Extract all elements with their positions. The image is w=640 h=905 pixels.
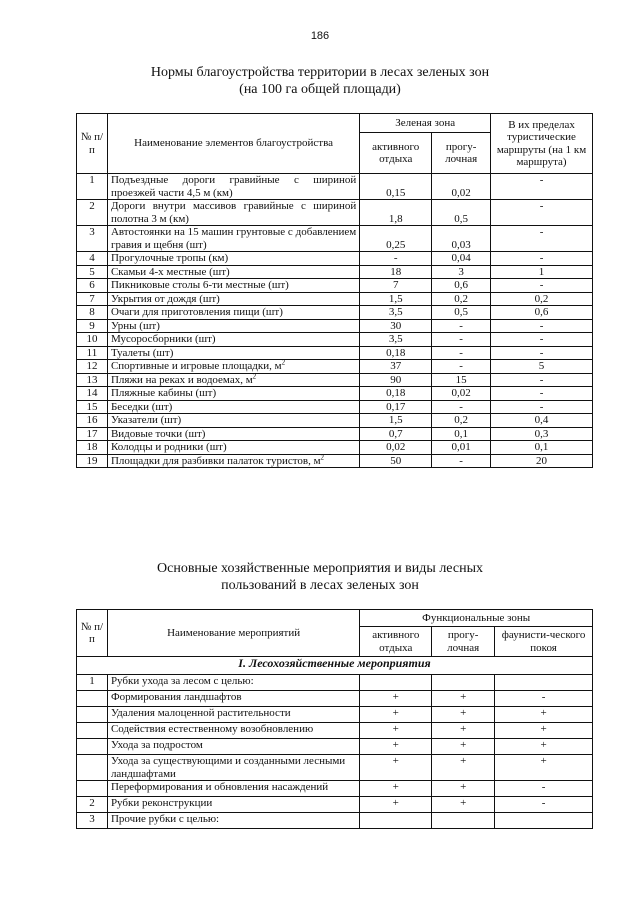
row-number: 19 bbox=[77, 454, 108, 468]
walking-zone-value: 0,1 bbox=[432, 427, 491, 441]
active-zone-value: 0,18 bbox=[360, 387, 432, 401]
fauna-zone-mark: + bbox=[495, 723, 593, 739]
element-name bbox=[107, 360, 359, 374]
walking-zone-value: - bbox=[432, 346, 491, 360]
element-name-text: Колодцы и родники (шт) bbox=[110, 441, 227, 453]
table-row bbox=[77, 279, 593, 293]
element-name bbox=[107, 319, 359, 333]
measure-name: Рубки реконструкции bbox=[107, 797, 359, 813]
active-zone-mark: + bbox=[360, 707, 432, 723]
fauna-zone-mark: - bbox=[495, 797, 593, 813]
active-zone-value: 50 bbox=[360, 454, 432, 468]
route-value: 1 bbox=[491, 265, 593, 279]
walking-zone-mark: + bbox=[432, 797, 495, 813]
walking-zone-value: 0,04 bbox=[432, 252, 491, 266]
walking-zone-mark: + bbox=[432, 691, 495, 707]
active-zone-value: 90 bbox=[360, 373, 432, 387]
route-value: - bbox=[491, 373, 593, 387]
row-number: 18 bbox=[77, 441, 108, 455]
unit-superscript: 2 bbox=[320, 452, 325, 461]
route-value: 0,4 bbox=[491, 414, 593, 428]
row-number bbox=[77, 723, 108, 739]
walking-zone-mark: + bbox=[432, 781, 495, 797]
element-name bbox=[107, 373, 359, 387]
element-name-text: Дороги внутри массивов гравийные с шириной полотна 3 м (км) bbox=[110, 200, 357, 225]
active-zone-value: 1,5 bbox=[360, 292, 432, 306]
active-zone-value: 7 bbox=[360, 279, 432, 293]
row-number: 7 bbox=[77, 292, 108, 306]
row-number: 15 bbox=[77, 400, 108, 414]
route-value: - bbox=[491, 400, 593, 414]
element-name-text: Туалеты (шт) bbox=[110, 346, 174, 359]
route-value: 0,6 bbox=[491, 306, 593, 320]
walking-zone-value: 15 bbox=[432, 373, 491, 387]
row-number: 2 bbox=[77, 797, 108, 813]
walking-zone-mark: + bbox=[432, 707, 495, 723]
unit-superscript: 2 bbox=[281, 358, 286, 367]
element-name-text: Видовые точки (шт) bbox=[110, 427, 206, 440]
row-number bbox=[77, 691, 108, 707]
walking-zone-value: - bbox=[432, 333, 491, 347]
element-name bbox=[107, 387, 359, 401]
page-number: 186 bbox=[310, 30, 330, 42]
row-number: 10 bbox=[77, 333, 108, 347]
table-row bbox=[77, 454, 593, 468]
element-name bbox=[107, 292, 359, 306]
header-num: № п/п bbox=[77, 610, 108, 657]
element-name-text: Подъездные дороги гравийные с шириной проезжей части 4,5 м (км) bbox=[110, 174, 357, 199]
header-fauna: фаунисти-ческого покоя bbox=[495, 627, 593, 657]
active-zone-mark bbox=[360, 813, 432, 829]
table-row bbox=[77, 265, 593, 279]
element-name-text: Прогулочные тропы (км) bbox=[110, 252, 229, 264]
active-zone-value: 0,15 bbox=[360, 174, 432, 200]
measure-name: Прочие рубки с целью: bbox=[107, 813, 359, 829]
table-row bbox=[77, 739, 593, 755]
active-zone-value: - bbox=[360, 252, 432, 266]
table2-title-line2: пользований в лесах зеленых зон bbox=[221, 578, 419, 593]
element-name-text: Укрытия от дождя (шт) bbox=[110, 292, 220, 305]
row-number bbox=[77, 781, 108, 797]
row-number: 17 bbox=[77, 427, 108, 441]
row-number: 1 bbox=[77, 675, 108, 691]
route-value: - bbox=[491, 252, 593, 266]
row-number: 3 bbox=[77, 226, 108, 252]
element-name-text: Указатели (шт) bbox=[110, 414, 182, 426]
table-row bbox=[77, 755, 593, 781]
element-name-text: Автостоянки на 15 машин грунтовые с добавлением гравия и щебня (шт) bbox=[110, 226, 357, 251]
route-value: 0,3 bbox=[491, 427, 593, 441]
active-zone-value: 37 bbox=[360, 360, 432, 374]
walking-zone-mark bbox=[432, 675, 495, 691]
measure-name: Ухода за подростом bbox=[107, 739, 359, 755]
route-value: - bbox=[491, 279, 593, 293]
active-zone-value: 0,7 bbox=[360, 427, 432, 441]
row-number: 5 bbox=[77, 265, 108, 279]
element-name bbox=[107, 333, 359, 347]
route-value: - bbox=[491, 319, 593, 333]
walking-zone-value: 0,5 bbox=[432, 200, 491, 226]
table-row bbox=[77, 675, 593, 691]
header-num: № п/п bbox=[77, 114, 108, 174]
element-name-text: Спортивные и игровые площадки, м bbox=[110, 360, 282, 372]
fauna-zone-mark: + bbox=[495, 739, 593, 755]
table1-title-line1: Нормы благоустройства территории в лесах зеленых зон bbox=[150, 65, 490, 80]
header-green-zone: Зеленая зона bbox=[360, 114, 491, 133]
table-row bbox=[77, 333, 593, 347]
fauna-zone-mark: + bbox=[495, 755, 593, 781]
active-zone-value: 18 bbox=[360, 265, 432, 279]
row-number bbox=[77, 707, 108, 723]
measure-name: Содействия естественному возобновлению bbox=[107, 723, 359, 739]
table-row bbox=[77, 414, 593, 428]
walking-zone-value: 0,02 bbox=[432, 174, 491, 200]
element-name bbox=[107, 200, 359, 226]
element-name-text: Скамьи 4-х местные (шт) bbox=[110, 265, 230, 278]
table-row bbox=[77, 306, 593, 320]
header-walking: прогу-лочная bbox=[432, 627, 495, 657]
active-zone-value: 30 bbox=[360, 319, 432, 333]
walking-zone-value: 0,5 bbox=[432, 306, 491, 320]
header-routes: В их пределах туристические маршруты (на 1 км маршрута) bbox=[491, 114, 593, 174]
header-zones: Функциональные зоны bbox=[360, 610, 593, 627]
element-name-text: Пикниковые столы 6-ти местные (шт) bbox=[110, 279, 289, 291]
walking-zone-value: 0,2 bbox=[432, 414, 491, 428]
header-name: Наименование элементов благоустройства bbox=[107, 114, 359, 174]
walking-zone-value: - bbox=[432, 454, 491, 468]
header-name: Наименование мероприятий bbox=[107, 610, 359, 657]
element-name bbox=[107, 279, 359, 293]
measure-name: Формирования ландшафтов bbox=[107, 691, 359, 707]
element-name bbox=[107, 174, 359, 200]
table-row bbox=[77, 373, 593, 387]
active-zone-mark: + bbox=[360, 755, 432, 781]
route-value: - bbox=[491, 174, 593, 200]
route-value: 5 bbox=[491, 360, 593, 374]
forestry-measures-table bbox=[76, 609, 593, 829]
walking-zone-value: 0,02 bbox=[432, 387, 491, 401]
element-name bbox=[107, 454, 359, 468]
fauna-zone-mark bbox=[495, 675, 593, 691]
active-zone-mark: + bbox=[360, 723, 432, 739]
element-name-text: Пляжи на реках и водоемах, м bbox=[110, 373, 253, 386]
table2-title bbox=[0, 560, 640, 594]
route-value: - bbox=[491, 387, 593, 401]
active-zone-mark bbox=[360, 675, 432, 691]
table1-title bbox=[0, 64, 640, 98]
table-row bbox=[77, 400, 593, 414]
element-name bbox=[107, 346, 359, 360]
active-zone-value: 1,8 bbox=[360, 200, 432, 226]
table-row bbox=[77, 174, 593, 200]
walking-zone-mark: + bbox=[432, 723, 495, 739]
element-name bbox=[107, 427, 359, 441]
walking-zone-value: 0,03 bbox=[432, 226, 491, 252]
table-row bbox=[77, 427, 593, 441]
header-walking: прогу-лочная bbox=[432, 133, 491, 174]
active-zone-mark: + bbox=[360, 691, 432, 707]
table-row bbox=[77, 226, 593, 252]
element-name bbox=[107, 265, 359, 279]
walking-zone-mark bbox=[432, 813, 495, 829]
element-name bbox=[107, 306, 359, 320]
table-row bbox=[77, 200, 593, 226]
table-row bbox=[77, 813, 593, 829]
active-zone-value: 3,5 bbox=[360, 333, 432, 347]
element-name-text: Пляжные кабины (шт) bbox=[110, 387, 217, 399]
table-row bbox=[77, 319, 593, 333]
measure-name: Рубки ухода за лесом с целью: bbox=[107, 675, 359, 691]
row-number: 2 bbox=[77, 200, 108, 226]
element-name bbox=[107, 226, 359, 252]
walking-zone-value: 0,2 bbox=[432, 292, 491, 306]
table-row bbox=[77, 360, 593, 374]
active-zone-value: 0,18 bbox=[360, 346, 432, 360]
walking-zone-value: 0,6 bbox=[432, 279, 491, 293]
element-name-text: Урны (шт) bbox=[110, 319, 160, 332]
header-active: активного отдыха bbox=[360, 133, 432, 174]
header-active: активного отдыха bbox=[360, 627, 432, 657]
element-name-text: Очаги для приготовления пищи (шт) bbox=[110, 306, 283, 318]
fauna-zone-mark: - bbox=[495, 781, 593, 797]
row-number: 1 bbox=[77, 174, 108, 200]
table-row bbox=[77, 346, 593, 360]
section-heading: I. Лесохозяйственные мероприятия bbox=[77, 657, 593, 675]
element-name bbox=[107, 252, 359, 266]
walking-zone-value: 0,01 bbox=[432, 441, 491, 455]
walking-zone-value: - bbox=[432, 360, 491, 374]
table-row bbox=[77, 707, 593, 723]
row-number bbox=[77, 755, 108, 781]
row-number: 4 bbox=[77, 252, 108, 266]
table-row bbox=[77, 781, 593, 797]
active-zone-mark: + bbox=[360, 797, 432, 813]
measure-name: Переформирования и обновления насаждений bbox=[107, 781, 359, 797]
table-row bbox=[77, 691, 593, 707]
fauna-zone-mark: + bbox=[495, 707, 593, 723]
active-zone-value: 0,02 bbox=[360, 441, 432, 455]
table-row bbox=[77, 252, 593, 266]
walking-zone-value: 3 bbox=[432, 265, 491, 279]
element-name bbox=[107, 400, 359, 414]
table1-title-line2: (на 100 га общей площади) bbox=[239, 82, 401, 97]
active-zone-value: 3,5 bbox=[360, 306, 432, 320]
walking-zone-value: - bbox=[432, 319, 491, 333]
fauna-zone-mark bbox=[495, 813, 593, 829]
row-number: 16 bbox=[77, 414, 108, 428]
row-number: 12 bbox=[77, 360, 108, 374]
table2-title-line1: Основные хозяйственные мероприятия и виды лесных bbox=[157, 561, 483, 576]
active-zone-mark: + bbox=[360, 739, 432, 755]
row-number: 11 bbox=[77, 346, 108, 360]
active-zone-mark: + bbox=[360, 781, 432, 797]
fauna-zone-mark: - bbox=[495, 691, 593, 707]
unit-superscript: 2 bbox=[252, 371, 257, 380]
route-value: - bbox=[491, 200, 593, 226]
route-value: 0,2 bbox=[491, 292, 593, 306]
row-number: 6 bbox=[77, 279, 108, 293]
element-name-text: Беседки (шт) bbox=[110, 400, 173, 413]
active-zone-value: 0,25 bbox=[360, 226, 432, 252]
improvement-norms-table bbox=[76, 113, 593, 468]
row-number: 3 bbox=[77, 813, 108, 829]
table-row bbox=[77, 797, 593, 813]
table-row bbox=[77, 292, 593, 306]
measure-name: Ухода за существующими и созданными лесными ландшафтами bbox=[107, 755, 359, 781]
table-row bbox=[77, 441, 593, 455]
route-value: - bbox=[491, 226, 593, 252]
route-value: 0,1 bbox=[491, 441, 593, 455]
measure-name: Удаления малоценной растительности bbox=[107, 707, 359, 723]
row-number bbox=[77, 739, 108, 755]
row-number: 14 bbox=[77, 387, 108, 401]
element-name bbox=[107, 414, 359, 428]
element-name-text: Мусоросборники (шт) bbox=[110, 333, 216, 345]
walking-zone-value: - bbox=[432, 400, 491, 414]
active-zone-value: 1,5 bbox=[360, 414, 432, 428]
row-number: 8 bbox=[77, 306, 108, 320]
route-value: - bbox=[491, 346, 593, 360]
table-row bbox=[77, 387, 593, 401]
route-value: 20 bbox=[491, 454, 593, 468]
walking-zone-mark: + bbox=[432, 739, 495, 755]
route-value: - bbox=[491, 333, 593, 347]
element-name-text: Площадки для разбивки палаток туристов, м bbox=[110, 454, 321, 467]
row-number: 13 bbox=[77, 373, 108, 387]
active-zone-value: 0,17 bbox=[360, 400, 432, 414]
row-number: 9 bbox=[77, 319, 108, 333]
walking-zone-mark: + bbox=[432, 755, 495, 781]
table-row bbox=[77, 723, 593, 739]
